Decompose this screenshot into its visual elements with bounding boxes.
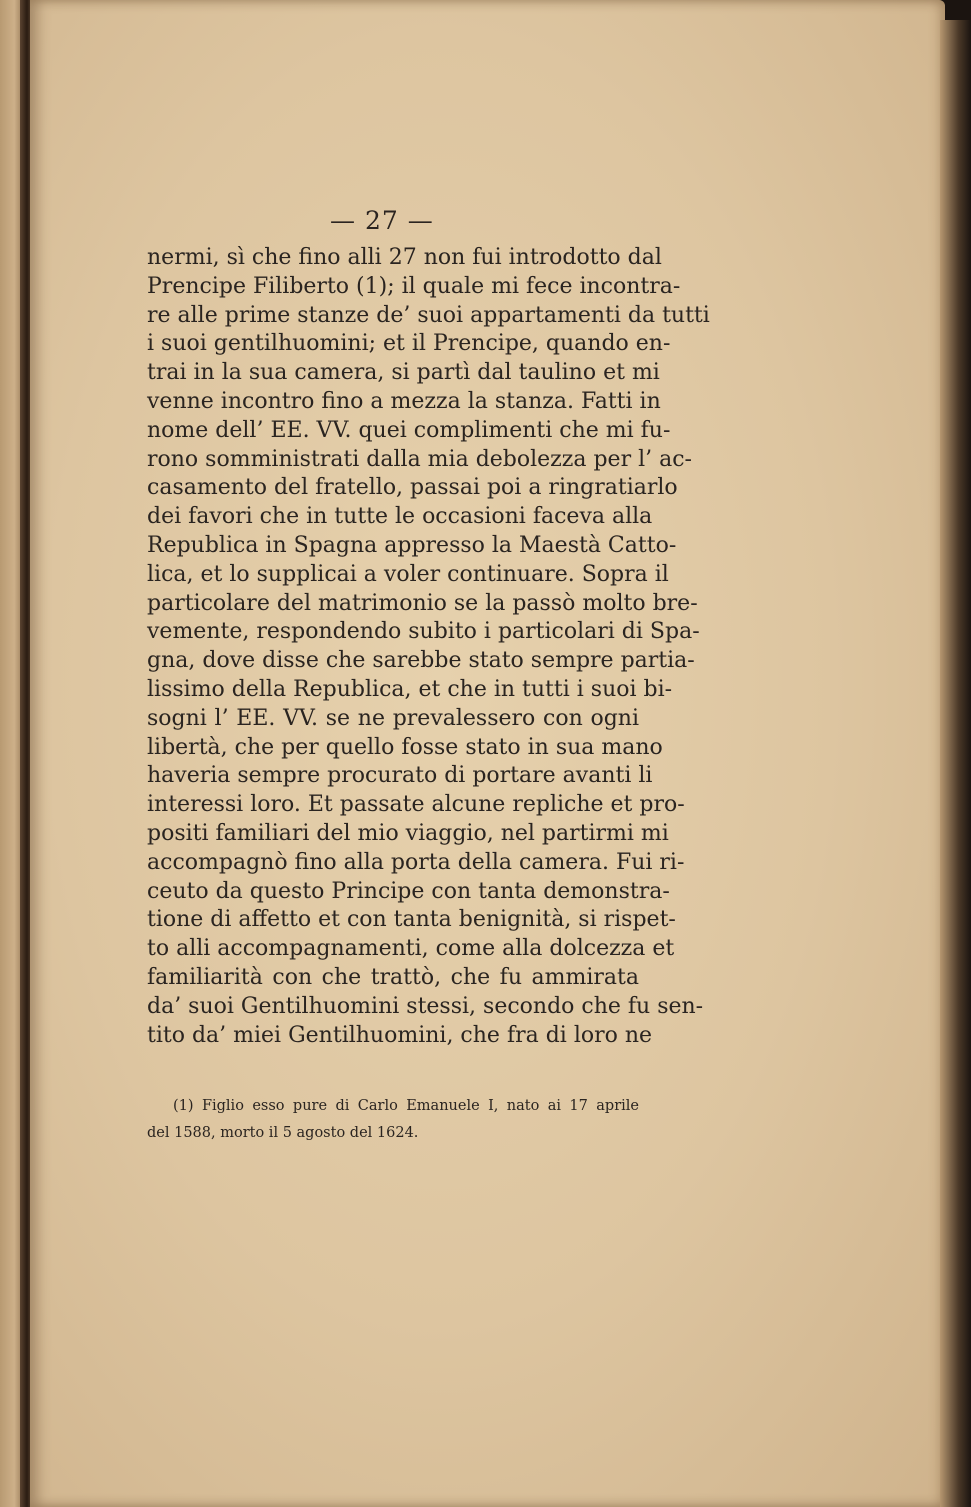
text-line: Prencipe Filiberto (1); il quale mi fece incontra-	[147, 273, 681, 299]
text-line: trai in la sua camera, si partì dal taulino et mi	[147, 360, 660, 386]
text-line: tito da’ miei Gentilhuomini, che fra di loro ne	[147, 1022, 653, 1048]
text-line: vemente, respondendo subito i particolari di Spa-	[147, 619, 700, 645]
text-line: gna, dove disse che sarebbe stato sempre partia-	[147, 648, 695, 674]
text-line: dei favori che in tutte le occasioni faceva alla	[147, 504, 653, 530]
text-line: nermi, sì che fino alli 27 non fui introdotto dal	[147, 245, 662, 270]
text-line: interessi loro. Et passate alcune repliche et pro-	[147, 792, 685, 818]
text-line: Republica in Spagna appresso la Maestà Catto-	[147, 532, 677, 558]
text-line: sogni l’ EE. VV. se ne prevalessero con ogni	[147, 705, 639, 731]
footnote-line: del 1588, morto il 5 agosto del 1624.	[147, 1125, 419, 1141]
right-page-edge	[940, 20, 971, 1507]
text-line: lissimo della Republica, et che in tutti i suoi bi-	[147, 676, 673, 702]
text-line: casamento del fratello, passai poi a ringratiarlo	[147, 475, 678, 501]
text-line: da’ suoi Gentilhuomini stessi, secondo che fu sen-	[147, 993, 704, 1019]
text-line: i suoi gentilhuomini; et il Prencipe, quando en-	[147, 331, 671, 357]
text-line: accompagnò fino alla porta della camera. Fui ri-	[147, 849, 685, 875]
text-line: tione di affetto et con tanta benignità, si rispet-	[147, 907, 676, 933]
text-line: familiarità con che trattò, che fu ammirata	[147, 964, 639, 990]
text-line: nome dell’ EE. VV. quei complimenti che mi fu-	[147, 417, 671, 443]
text-line: libertà, che per quello fosse stato in sua mano	[147, 734, 663, 760]
text-line: re alle prime stanze de’ suoi appartamenti da tutti	[147, 302, 710, 328]
text-line: particolare del matrimonio se la passò molto bre-	[147, 590, 698, 616]
footnote	[147, 1093, 639, 1147]
text-line: haveria sempre procurato di portare avanti li	[147, 763, 653, 789]
text-line: rono somministrati dalla mia debolezza per l’ ac-	[147, 446, 692, 472]
page-number: — 27 —	[330, 206, 434, 235]
body-text	[147, 244, 710, 1050]
text-line: venne incontro fino a mezza la stanza. Fatti in	[147, 388, 661, 414]
text-line: positi familiari del mio viaggio, nel partirmi mi	[147, 820, 669, 846]
text-line: ceuto da questo Principe con tanta demonstra-	[147, 878, 670, 904]
text-line: lica, et lo supplicai a voler continuare. Sopra il	[147, 561, 669, 587]
text-line: to alli accompagnamenti, come alla dolcezza et	[147, 936, 675, 962]
footnote-line: (1) Figlio esso pure di Carlo Emanuele I, nato ai 17 aprile	[173, 1098, 639, 1114]
